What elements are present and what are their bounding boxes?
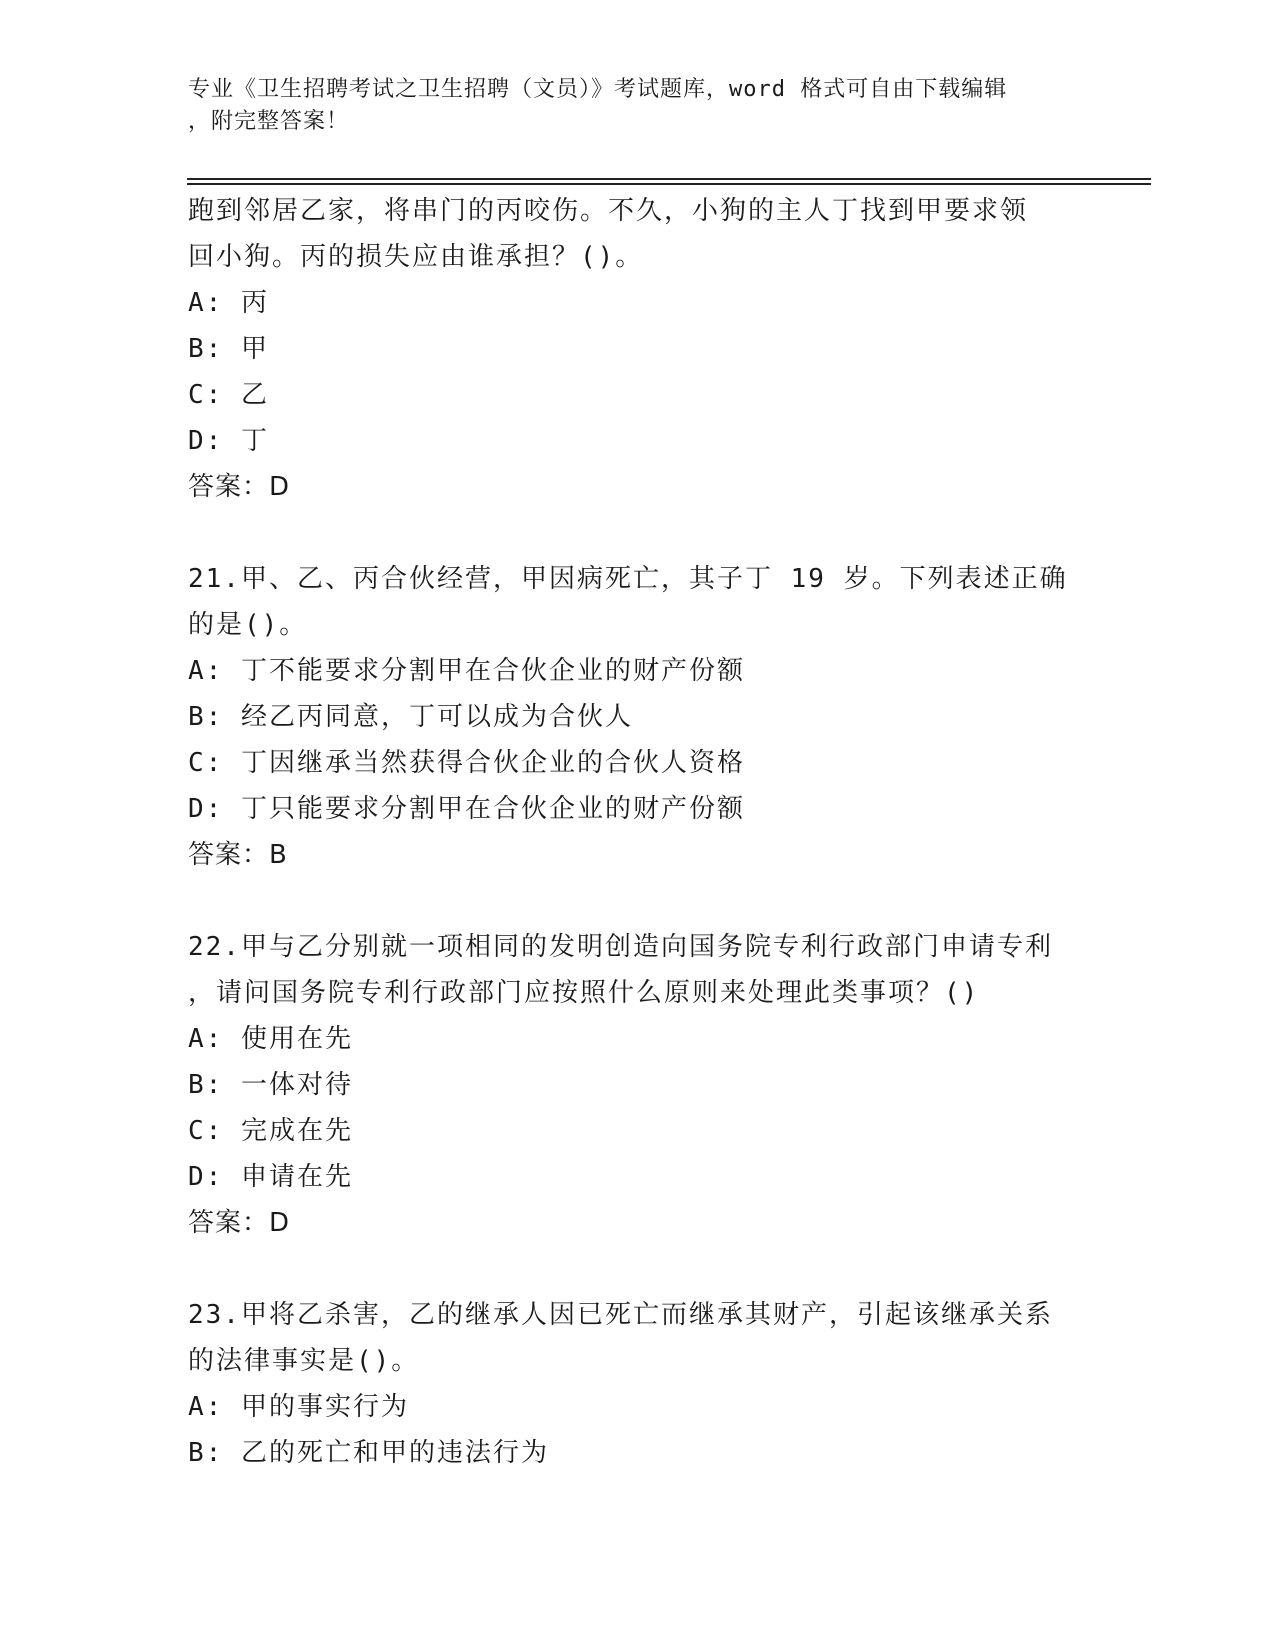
option-a: A: 甲的事实行为: [188, 1392, 409, 1422]
option-d: D: 丁只能要求分割甲在合伙企业的财产份额: [188, 794, 745, 824]
question-list: [188, 188, 1088, 1476]
question-stem-line: 的是()。: [188, 610, 308, 640]
question-spacer: [188, 878, 1088, 924]
header-line-1: 专业《卫生招聘考试之卫生招聘（文员）》考试题库，word 格式可自由下载编辑: [188, 77, 1008, 102]
question-stem-line: 跑到邻居乙家，将串门的丙咬伤。不久，小狗的主人丁找到甲要求领: [188, 196, 1029, 226]
question-block: [188, 924, 1088, 1246]
option-d: D: 丁: [188, 426, 269, 456]
question-stem-line: 的法律事实是()。: [188, 1346, 420, 1376]
document-header: [188, 74, 1088, 138]
header-line-2: ，附完整答案！: [188, 109, 350, 134]
option-c: C: 完成在先: [188, 1116, 353, 1146]
question-block: [188, 188, 1088, 510]
question-stem-line: ，请问国务院专利行政部门应按照什么原则来处理此类事项？(): [188, 978, 980, 1008]
question-block: [188, 1292, 1088, 1476]
option-b: B: 乙的死亡和甲的违法行为: [188, 1438, 549, 1468]
option-a: A: 丁不能要求分割甲在合伙企业的财产份额: [188, 656, 745, 686]
question-stem-line: 回小狗。丙的损失应由谁承担？()。: [188, 242, 644, 272]
question-spacer: [188, 510, 1088, 556]
question-block: [188, 556, 1088, 878]
option-a: A: 丙: [188, 288, 269, 318]
option-b: B: 经乙丙同意，丁可以成为合伙人: [188, 702, 633, 732]
header-divider-top: [187, 178, 1151, 180]
answer-line: 答案：D: [188, 1208, 291, 1238]
question-stem-line: 21.甲、乙、丙合伙经营，甲因病死亡，其子丁 19 岁。下列表述正确: [188, 564, 1068, 594]
option-b: B: 一体对待: [188, 1070, 353, 1100]
option-d: D: 申请在先: [188, 1162, 353, 1192]
option-b: B: 甲: [188, 334, 269, 364]
question-stem-line: 22.甲与乙分别就一项相同的发明创造向国务院专利行政部门申请专利: [188, 932, 1053, 962]
answer-line: 答案：B: [188, 840, 288, 870]
answer-line: 答案：D: [188, 472, 291, 502]
option-c: C: 丁因继承当然获得合伙企业的合伙人资格: [188, 748, 745, 778]
header-divider-bottom: [187, 183, 1151, 185]
option-a: A: 使用在先: [188, 1024, 353, 1054]
question-stem-line: 23.甲将乙杀害，乙的继承人因已死亡而继承其财产，引起该继承关系: [188, 1300, 1053, 1330]
option-c: C: 乙: [188, 380, 269, 410]
question-spacer: [188, 1246, 1088, 1292]
